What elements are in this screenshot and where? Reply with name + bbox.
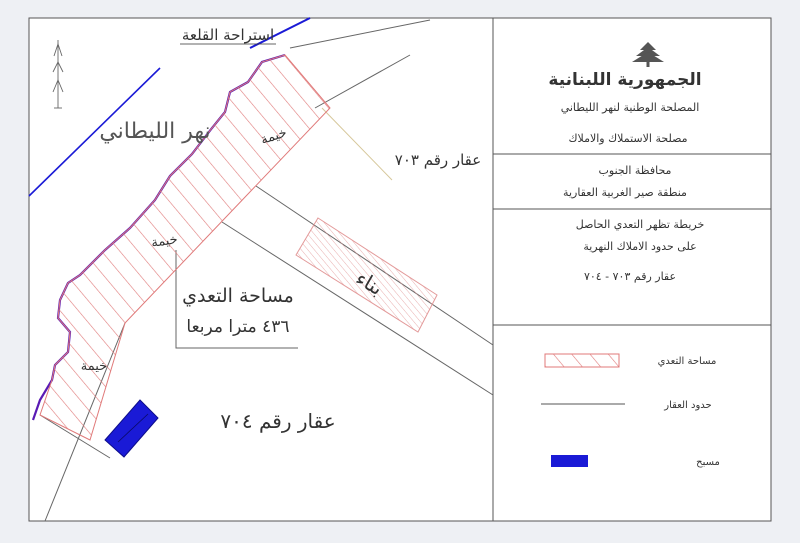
- tent-label-3: خيمة: [80, 359, 108, 374]
- parcel-704-label: عقار رقم ٧٠٤: [220, 409, 336, 433]
- department-name: مصلحة الاستملاك والاملاك: [568, 132, 688, 145]
- governorate-name: محافظة الجنوب: [598, 164, 672, 177]
- building-label: بناء: [351, 265, 388, 301]
- tent-label-2: خيمة: [150, 232, 179, 251]
- authority-name: المصلحة الوطنية لنهر الليطاني: [560, 101, 700, 114]
- legend-parcel-boundary-label: حدود العقار: [664, 400, 712, 411]
- legend-encroachment-label: مساحة التعدي: [657, 356, 717, 367]
- encroachment-size-label: ٤٣٦ مترا مربعا: [186, 317, 290, 337]
- rest-stop-label: استراحة القلعة: [181, 26, 275, 44]
- parcel-703-label: عقار رقم ٧٠٣: [394, 151, 482, 169]
- encroachment-area-label: مساحة التعدي: [182, 285, 294, 307]
- republic-title: الجمهورية اللبنانية: [548, 70, 702, 90]
- map-title-line1: خريطة تظهر التعدي الحاصل: [575, 218, 705, 231]
- legend-pool-label: مسبح: [696, 457, 720, 468]
- cadastral-area-name: منطقة صير الغربية العقارية: [563, 186, 687, 199]
- tent-label-1: خيمة: [259, 125, 289, 148]
- map-title-line2: على حدود الاملاك النهرية: [583, 240, 697, 253]
- river-label: نهر الليطاني: [99, 119, 211, 144]
- map-parcels-label: عقار رقم ٧٠٣ - ٧٠٤: [583, 270, 677, 283]
